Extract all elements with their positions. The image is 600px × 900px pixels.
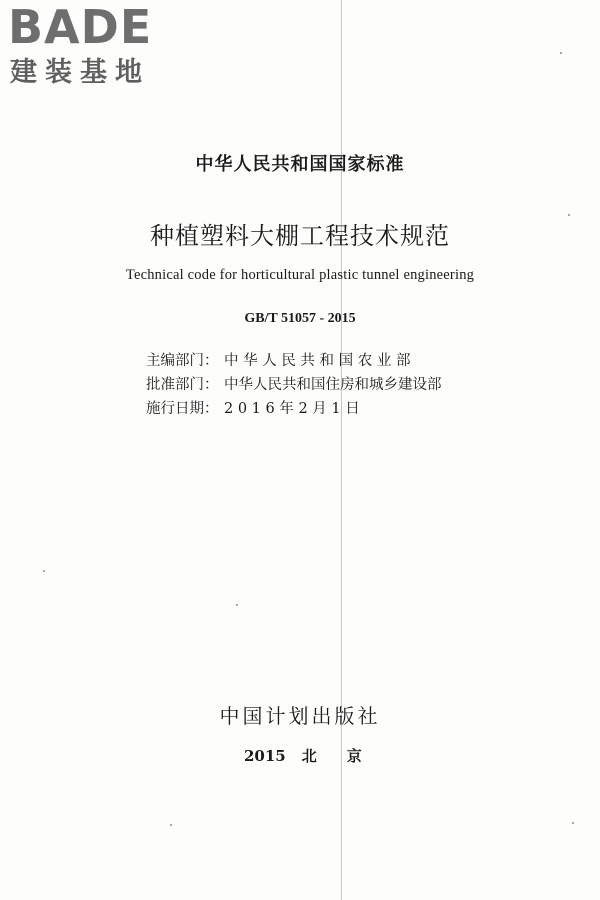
standard-code: GB/T 51057 - 2015 xyxy=(244,311,356,326)
scan-speck xyxy=(170,824,172,826)
info-value: 中 华 人 民 共 和 国 农 业 部 xyxy=(224,353,411,369)
info-label: 施行日期： xyxy=(146,401,219,417)
info-row-editor xyxy=(146,349,486,373)
info-row-effective-date xyxy=(146,397,486,421)
scan-speck xyxy=(560,52,562,54)
publisher: 中国计划出版社 xyxy=(219,704,381,728)
info-label: 主编部门： xyxy=(146,353,219,369)
info-block xyxy=(146,349,486,421)
bade-logo xyxy=(8,0,178,92)
publication-line xyxy=(244,745,392,766)
scan-speck xyxy=(572,822,574,824)
scan-speck xyxy=(43,570,45,572)
title-chinese: 种植塑料大棚工程技术规范 xyxy=(150,222,450,250)
info-value: 2 0 1 6 年 2 月 1 日 xyxy=(224,401,360,417)
scan-speck xyxy=(568,214,570,216)
title-english: Technical code for horticultural plastic tunnel engineering xyxy=(125,267,475,283)
logo-wordmark: BADE xyxy=(8,0,153,54)
publication-city: 北京 xyxy=(301,747,392,765)
info-value: 中华人民共和国住房和城乡建设部 xyxy=(224,377,442,393)
logo-subtitle: 建装基地 xyxy=(10,57,150,88)
scan-speck xyxy=(236,604,238,606)
info-row-approver xyxy=(146,373,486,397)
info-label: 批准部门： xyxy=(146,377,219,393)
publication-year: 2015 xyxy=(244,747,286,765)
standard-type: 中华人民共和国国家标准 xyxy=(195,154,405,175)
